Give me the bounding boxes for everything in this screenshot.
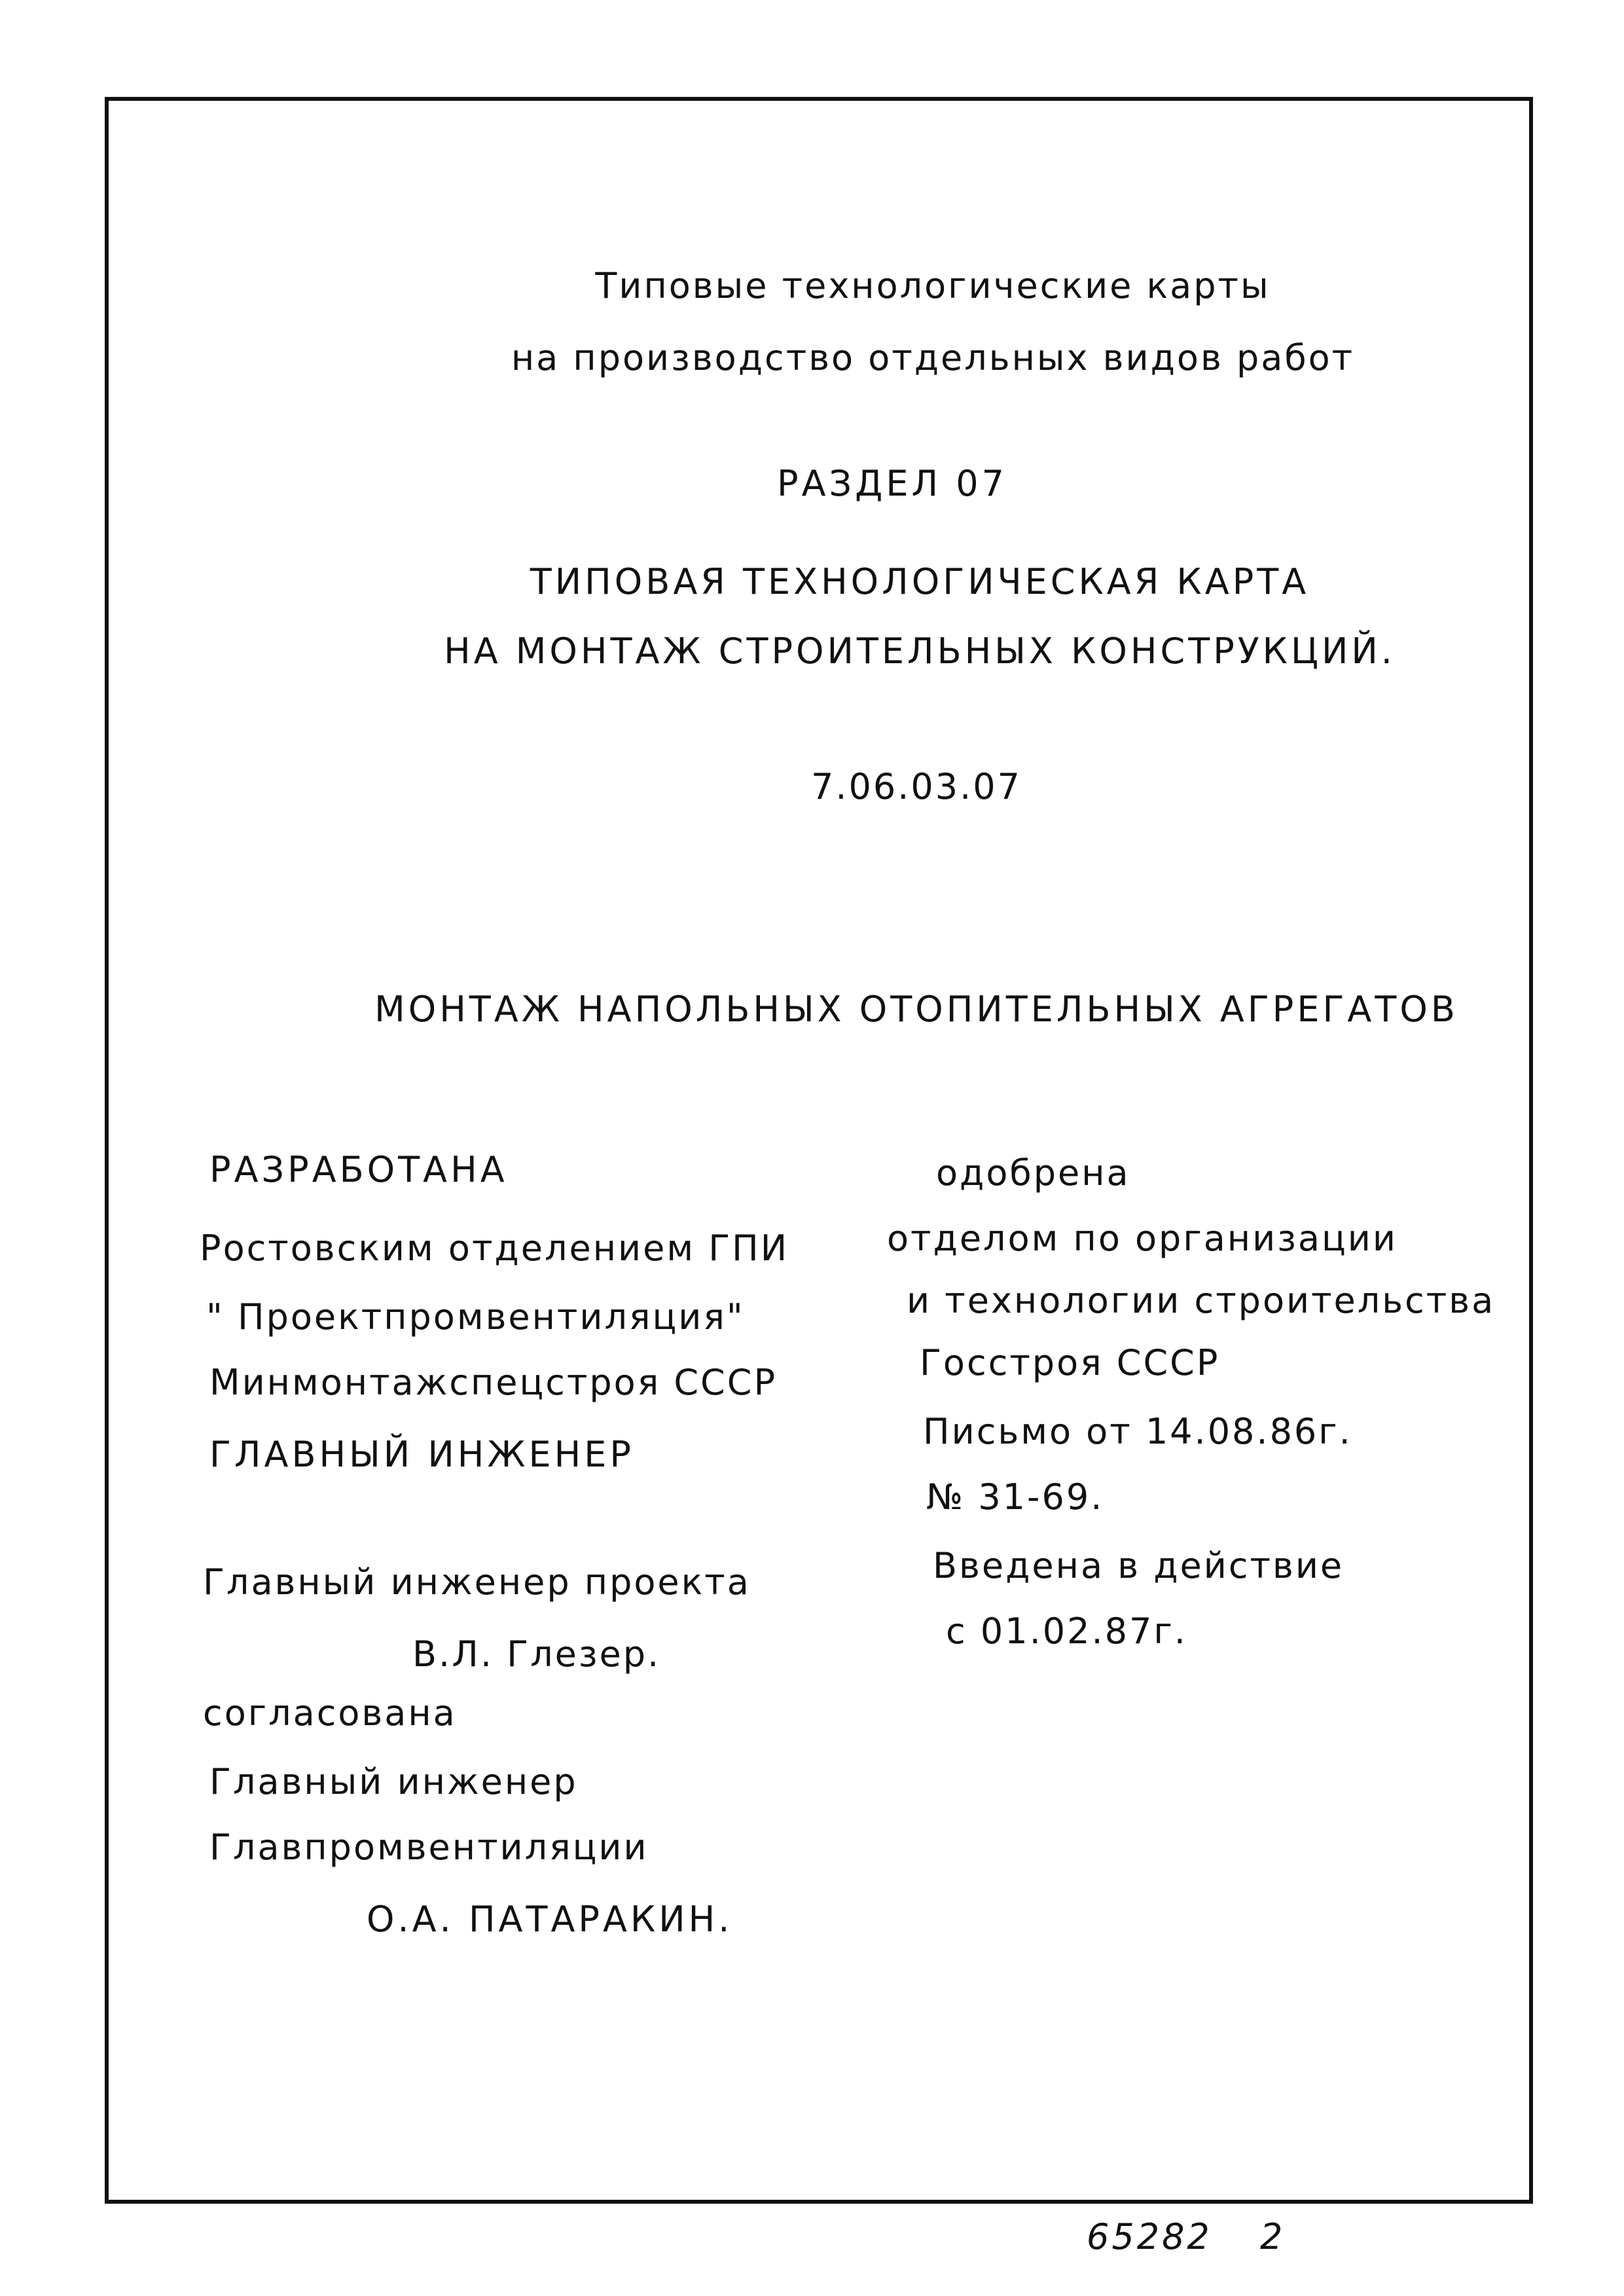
- approved-line-1: отделом по организации: [887, 1218, 1398, 1259]
- approved-line-7: с 01.02.87г.: [946, 1611, 1187, 1652]
- header-line-1: Типовые технологические карты: [595, 265, 1271, 306]
- agreed-line-1: Главный инженер: [209, 1761, 578, 1802]
- developed-line-3: Минмонтажспецстроя СССР: [209, 1362, 778, 1403]
- agreed-name: О.А. ПАТАРАКИН.: [367, 1899, 733, 1940]
- footer-document-number: 65282: [1087, 2216, 1212, 2257]
- card-title-line-2: НА МОНТАЖ СТРОИТЕЛЬНЫХ КОНСТРУКЦИЙ.: [444, 630, 1396, 672]
- approved-label: одобрена: [936, 1152, 1130, 1194]
- developed-label: РАЗРАБОТАНА: [209, 1149, 508, 1190]
- chief-project-engineer-name: В.Л. Глезер.: [412, 1633, 661, 1675]
- approved-line-6: Введена в действие: [933, 1545, 1344, 1586]
- approved-line-4: Письмо от 14.08.86г.: [923, 1411, 1352, 1452]
- header-line-2: на производство отдельных видов работ: [511, 337, 1355, 378]
- developed-line-4: ГЛАВНЫЙ ИНЖЕНЕР: [209, 1434, 634, 1475]
- agreed-label: согласована: [203, 1692, 457, 1734]
- document-code: 7.06.03.07: [811, 766, 1022, 807]
- section-number: РАЗДЕЛ 07: [777, 463, 1007, 504]
- approved-line-2: и технологии строительства: [907, 1280, 1496, 1321]
- card-title-line-1: ТИПОВАЯ ТЕХНОЛОГИЧЕСКАЯ КАРТА: [530, 561, 1310, 602]
- approved-line-5: № 31-69.: [926, 1476, 1104, 1518]
- document-subject: МОНТАЖ НАПОЛЬНЫХ ОТОПИТЕЛЬНЫХ АГРЕГАТОВ: [374, 989, 1458, 1030]
- agreed-line-2: Главпромвентиляции: [209, 1827, 649, 1868]
- approved-line-3: Госстроя СССР: [920, 1342, 1220, 1383]
- developed-line-1: Ростовским отделением ГПИ: [200, 1228, 789, 1269]
- developed-line-2: " Проектпромвентиляция": [206, 1296, 745, 1338]
- footer-page-number: 2: [1260, 2216, 1286, 2257]
- chief-project-engineer: Главный инженер проекта: [203, 1561, 751, 1603]
